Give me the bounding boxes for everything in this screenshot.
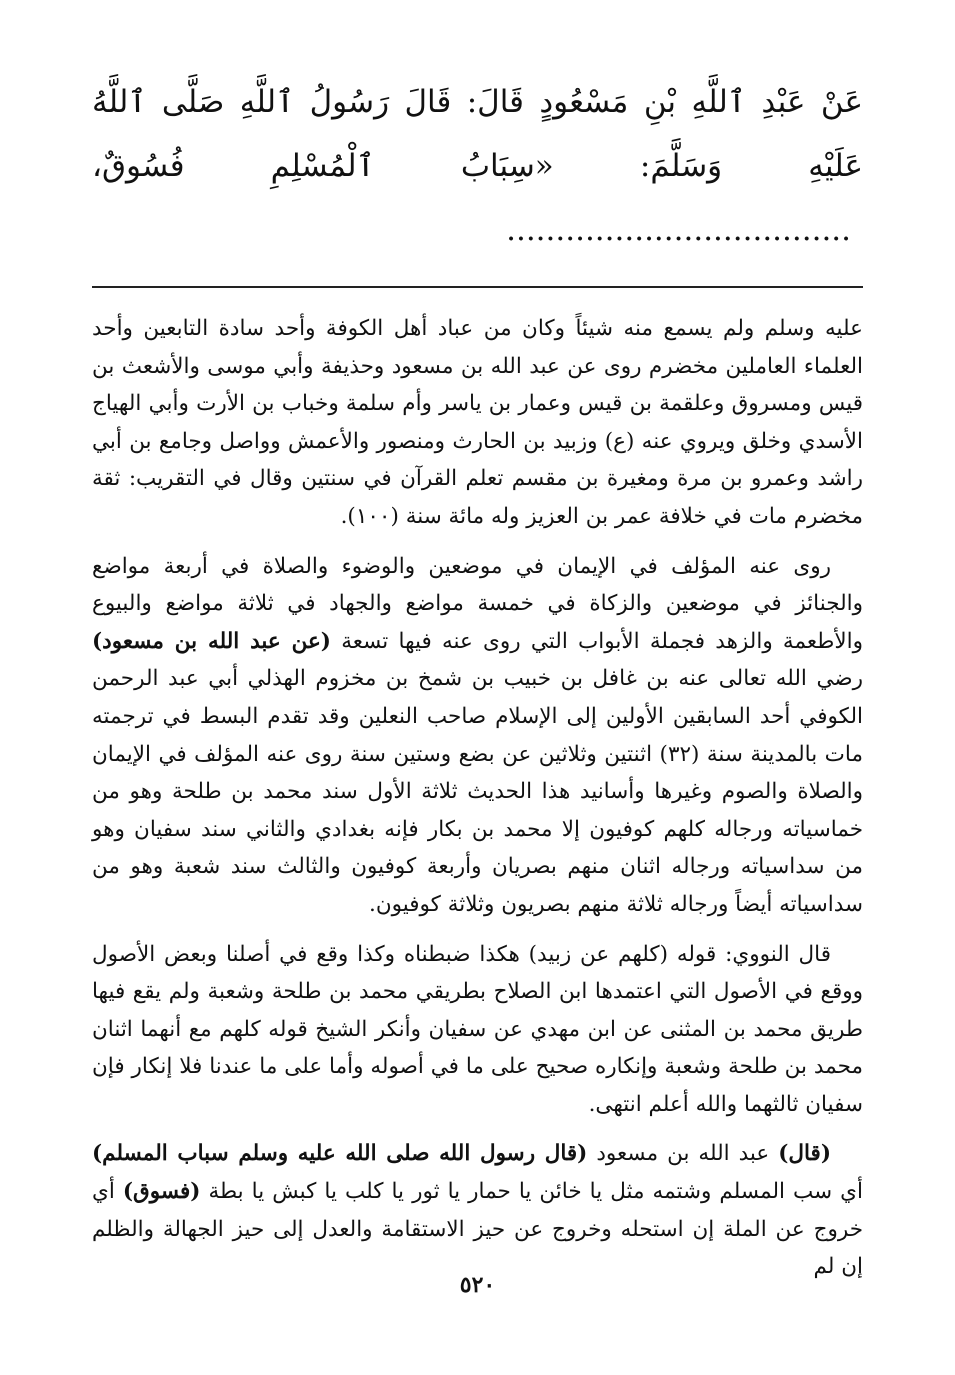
paragraph-4-text-3: أي خروج عن الملة إن استحله وخروج عن حيز الاستقامة والعدل إلى حيز الجهالة والظلم إن لم [92,1179,863,1280]
paragraph-4-text-2: أي سب المسلم وشتمه مثل يا خائن يا حمار يا ثور يا كلب يا كبش يا بطة [208,1179,863,1205]
paragraph-4-bold-1: (قال) [778,1141,831,1167]
paragraph-4-bold-2: (قال رسول الله صلى الله عليه وسلم سباب المسلم) [92,1141,588,1167]
paragraph-4-text-1: عبد الله بن مسعود [596,1141,770,1167]
commentary-paragraph-2 [92,548,863,924]
paragraph-4-bold-3: (فسوق) [122,1179,201,1205]
commentary-paragraph-1: عليه وسلم ولم يسمع منه شيئاً وكان من عباد أهل الكوفة وأحد سادة التابعين وأحد العلماء العاملين مخضرم روى عن عبد الله بن مسعود وحذيفة وأبي موسى والأشعث بن قيس ومسروق وعلقمة بن قيس وعمار بن ياسر وأم سلمة وخباب بن الأرت وأبي الهياج الأسدي وخلق ويروي عنه (ع) وزبيد بن الحارث ومنصور والأعمش وواصل وجامع بن أبي راشد وعمرو بن مرة ومغيرة بن مقسم تعلم القرآن في سنتين وقال في التقريب: ثقة مخضرم مات في خلافة عمر بن العزيز وله مائة سنة (١٠٠). [92,316,863,529]
commentary-paragraph-3: قال النووي: قوله (كلهم عن زبيد) هكذا ضبطناه وكذا وقع في أصلنا وبعض الأصول ووقع في الأصول التي اعتمدها ابن الصلاح بطريقي محمد بن طلحة وشعبة ولم يقع فيها طريق محمد بن المثنى عن ابن مهدي عن سفيان وأنكر الشيخ قوله كلهم مع أنهما اثنان محمد بن طلحة وشعبة وإنكاره صحيح على ما في أصوله وأما على ما عندنا فلا إنكار فإن سفيان ثالثهما والله أعلم انتهى. [92,941,863,1117]
hadith-text [92,70,863,262]
hadith-ellipsis: ................................... [506,212,851,248]
separator-line [92,286,863,288]
paragraph-2-text-b: رضي الله تعالى عنه بن غافل بن خبيب بن شمخ بن مخزوم الهذلي أبي عبد الرحمن الكوفي أحد السابقين الأولين إلى الإسلام صاحب النعلين وقد تقدم البسط في ترجمته مات بالمدينة سنة (٣٢) اثنتين وثلاثين عن بضع وستين سنة روى عنه المؤلف في الإيمان والصلاة والصوم وغيرها وأسانيد هذا الحديث ثلاثة الأول سند محمد بن طلحة وهو من خماسياته ورجاله كلهم كوفيون إلا محمد بن بكار فإنه بغدادي والثاني سند سفيان وهو من سداسياته ورجاله اثنان منهم بصريان وأربعة كوفيون والثالث سند شعبة وهو من سداسياته أيضاً ورجاله ثلاثة منهم بصريون وثلاثة كوفيون. [92,666,863,917]
paragraph-2-text-a: روى عنه المؤلف في الإيمان في موضعين والوضوء والصلاة في أربعة مواضع والجنائز في موضعين والزكاة في خمسة مواضع والجهاد في ثلاثة مواضع والبيوع والأطعمة والزهد فجملة الأبواب التي روى عنه فيها تسعة [92,553,863,654]
commentary-paragraph-4 [92,1135,863,1285]
commentary [92,310,863,1286]
page-content [92,60,863,1298]
paragraph-2-bold: (عن عبد الله بن مسعود) [92,628,331,654]
page-number: ٥٢٠ [459,1272,496,1298]
hadith-matn: عَنْ عَبْدِ ٱللَّهِ بْنِ مَسْعُودٍ قَالَ: قَالَ رَسُولُ ٱللَّهِ صَلَّى ٱللَّهُ عَلَيْهِ وَسَلَّمَ: «سِبَابُ ٱلْمُسْلِمِ فُسُوقٌ، [92,84,863,184]
